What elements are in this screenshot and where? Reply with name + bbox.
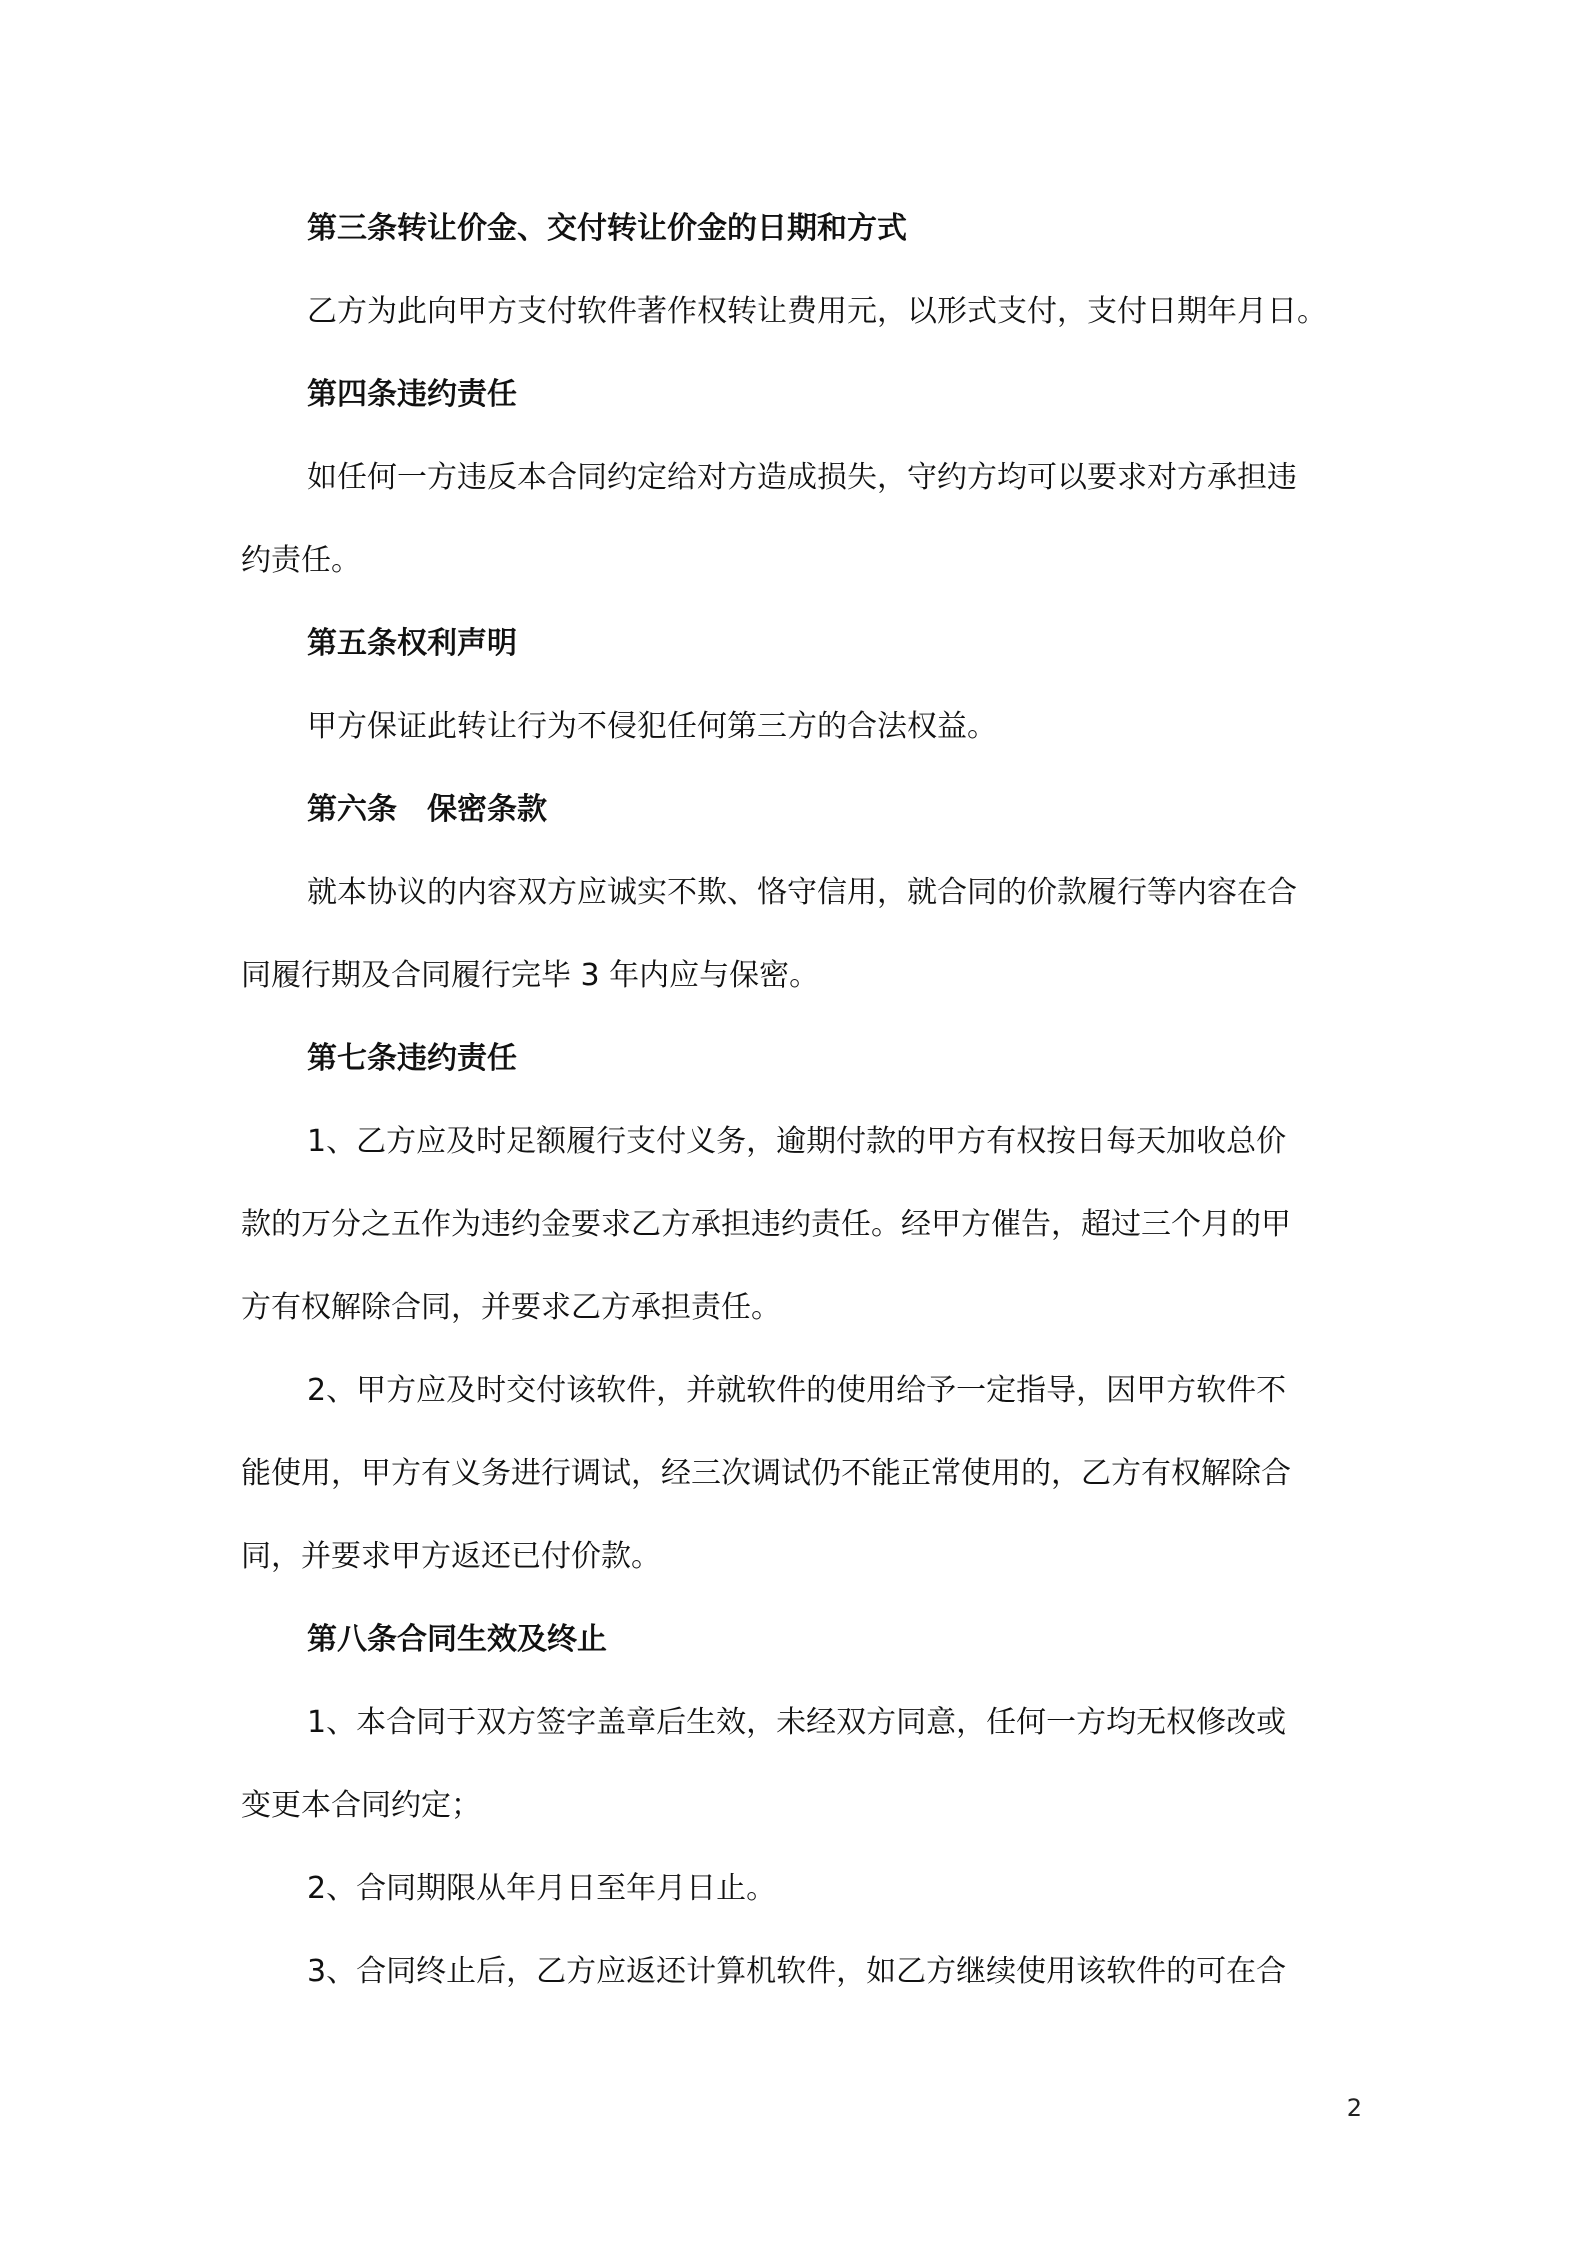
paragraph-article-8-1-line-1: 1、本合同于双方签字盖章后生效，未经双方同意，任何一方均无权修改或 <box>307 1705 1287 1740</box>
paragraph-article-6-line-1: 就本协议的内容双方应诚实不欺、恪守信用，就合同的价款履行等内容在合 <box>307 875 1297 910</box>
paragraph-article-7-2-line-3: 同，并要求甲方返还已付价款。 <box>241 1539 661 1574</box>
paragraph-article-8-2: 2、合同期限从年月日至年月日止。 <box>307 1871 777 1906</box>
paragraph-article-7-1-line-3: 方有权解除合同，并要求乙方承担责任。 <box>241 1290 781 1325</box>
paragraph-article-3: 乙方为此向甲方支付软件著作权转让费用元，以形式支付，支付日期年月日。 <box>307 294 1327 329</box>
page-number: 2 <box>1346 2094 1362 2122</box>
paragraph-article-8-1-line-2: 变更本合同约定； <box>241 1788 481 1823</box>
heading-article-7: 第七条违约责任 <box>307 1041 517 1076</box>
paragraph-article-7-1-line-1: 1、乙方应及时足额履行支付义务，逾期付款的甲方有权按日每天加收总价 <box>307 1124 1287 1159</box>
paragraph-article-7-2-line-2: 能使用，甲方有义务进行调试，经三次调试仍不能正常使用的，乙方有权解除合 <box>241 1456 1291 1491</box>
heading-article-5: 第五条权利声明 <box>307 626 517 661</box>
heading-article-4: 第四条违约责任 <box>307 377 517 412</box>
paragraph-article-4-line-2: 约责任。 <box>241 543 361 578</box>
heading-article-8: 第八条合同生效及终止 <box>307 1622 607 1657</box>
paragraph-article-8-3-line-1: 3、合同终止后，乙方应返还计算机软件，如乙方继续使用该软件的可在合 <box>307 1954 1287 1989</box>
paragraph-article-7-2-line-1: 2、甲方应及时交付该软件，并就软件的使用给予一定指导，因甲方软件不 <box>307 1373 1287 1408</box>
paragraph-article-6-line-2: 同履行期及合同履行完毕 3 年内应与保密。 <box>241 958 820 993</box>
paragraph-article-4-line-1: 如任何一方违反本合同约定给对方造成损失，守约方均可以要求对方承担违 <box>307 460 1297 495</box>
heading-article-6: 第六条 保密条款 <box>307 792 547 827</box>
paragraph-article-5: 甲方保证此转让行为不侵犯任何第三方的合法权益。 <box>307 709 997 744</box>
heading-article-3: 第三条转让价金、交付转让价金的日期和方式 <box>307 211 907 246</box>
paragraph-article-7-1-line-2: 款的万分之五作为违约金要求乙方承担违约责任。经甲方催告，超过三个月的甲 <box>241 1207 1291 1242</box>
